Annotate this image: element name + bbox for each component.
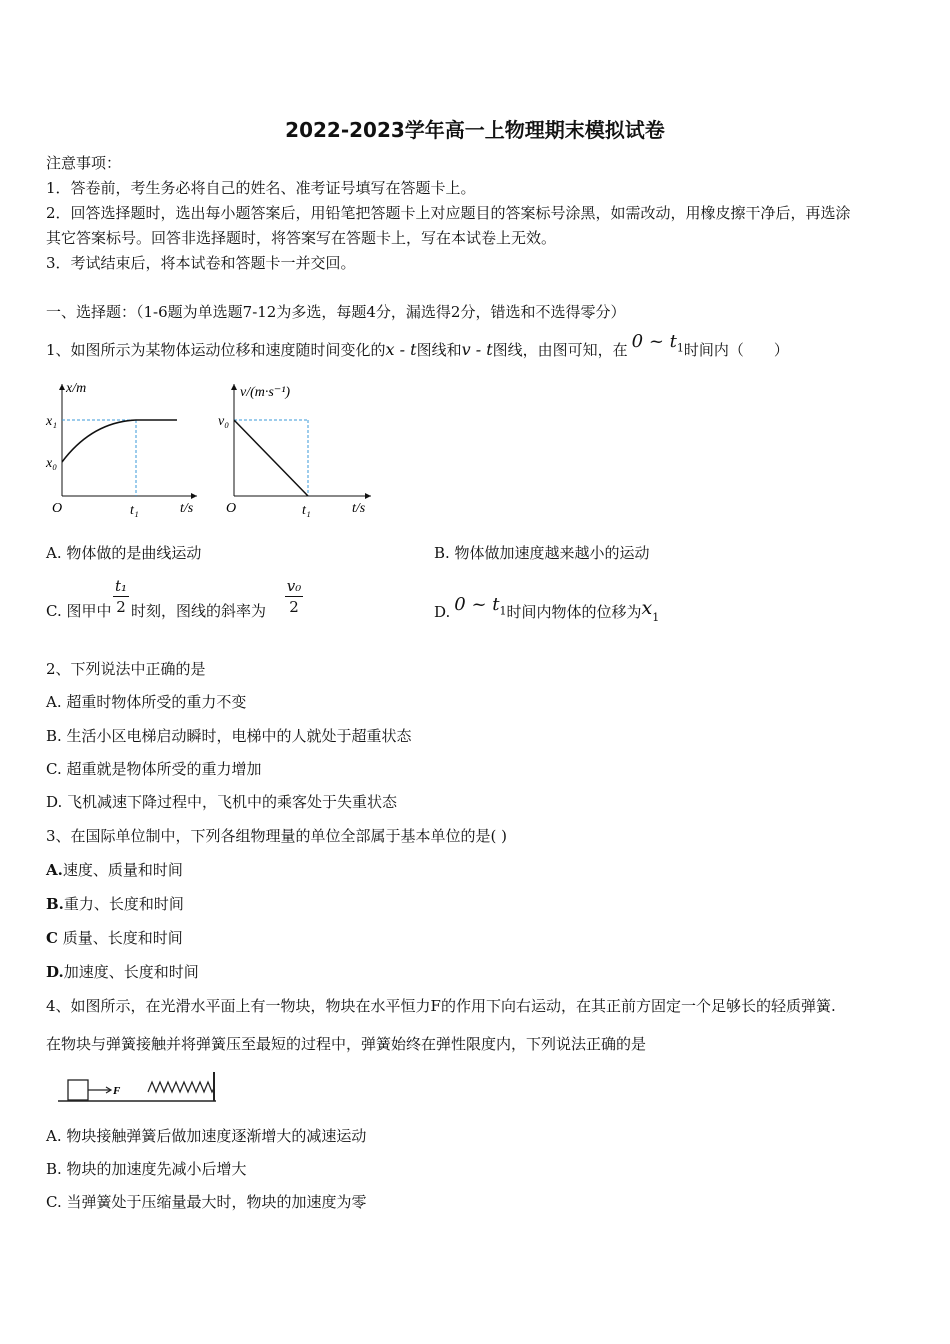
notice-item: 3．考试结束后，将本试卷和答题卡一并交回。 bbox=[46, 254, 356, 272]
v-t-line bbox=[234, 420, 308, 496]
x-axis-label: t/s bbox=[180, 501, 194, 516]
y-axis-label: v/(m·s⁻¹) bbox=[240, 385, 291, 400]
denominator: 2 bbox=[289, 598, 299, 616]
range-symbol: 0 ~ t bbox=[454, 594, 500, 615]
option-b: B. 生活小区电梯启动瞬时，电梯中的人就处于超重状态 bbox=[46, 727, 412, 745]
option-a: A. 物体做的是曲线运动 bbox=[46, 544, 202, 562]
option-d bbox=[46, 961, 199, 982]
origin-label: O bbox=[52, 501, 63, 516]
question-2-stem: 2、下列说法中正确的是 bbox=[46, 660, 206, 678]
x-subscript: 1 bbox=[652, 611, 660, 624]
option-text: 质量、长度和时间 bbox=[57, 929, 183, 947]
range-subscript: 1 bbox=[499, 604, 507, 618]
question-1-stem bbox=[46, 331, 789, 363]
force-label: F bbox=[113, 1085, 121, 1097]
t1-label: t₁ bbox=[302, 503, 311, 518]
option-c-prefix: C. 图甲中 bbox=[46, 602, 112, 620]
numerator: v₀ bbox=[286, 577, 302, 595]
x-t-curve bbox=[62, 420, 177, 462]
question-4-stem-line-1: 4、如图所示，在光滑水平面上有一物块，物块在水平恒力F的作用下向右运动，在其正前方固定一个足够长的轻质弹簧. bbox=[46, 997, 836, 1015]
option-b bbox=[46, 893, 184, 914]
spring bbox=[148, 1082, 214, 1092]
notice-item: 1．答卷前，考生务必将自己的姓名、准考证号填写在答题卡上。 bbox=[46, 179, 476, 197]
stem-text: 图线，由图可知，在 bbox=[492, 341, 628, 359]
stem-text: 时间内（ ） bbox=[683, 341, 789, 359]
xt-symbol: x - t bbox=[385, 340, 417, 359]
fraction-t1-over-2 bbox=[113, 577, 129, 616]
option-c: C. 超重就是物体所受的重力增加 bbox=[46, 760, 262, 778]
notice-item: 2．回答选择题时，选出每小题答案后，用铅笔把答题卡上对应题目的答案标号涂黑，如需改动，用橡皮擦干净后，再选涂 bbox=[46, 204, 851, 222]
x0-label: x₀ bbox=[46, 456, 58, 471]
option-letter: B. bbox=[46, 895, 64, 913]
y-axis-label: x/m bbox=[66, 381, 87, 396]
option-d-text: 时间内物体的位移为 bbox=[506, 603, 642, 621]
x-symbol: x bbox=[641, 597, 653, 619]
option-b: B. 物体做加速度越来越小的运动 bbox=[434, 544, 650, 562]
notice-heading: 注意事项： bbox=[46, 154, 122, 172]
option-d: D. 飞机减速下降过程中，飞机中的乘客处于失重状态 bbox=[46, 793, 398, 811]
page-title: 2022-2023学年高一上物理期末模拟试卷 bbox=[285, 118, 665, 142]
v0-label: v₀ bbox=[218, 414, 230, 429]
x1-label: x₁ bbox=[46, 414, 58, 429]
section-heading: 一、选择题：（1-6题为单选题7-12为多选，每题4分，漏选得2分，错选和不选得零分） bbox=[46, 303, 626, 321]
vt-symbol: v - t bbox=[461, 340, 493, 359]
option-c: C. 当弹簧处于压缩量最大时，物块的加速度为零 bbox=[46, 1193, 367, 1211]
range-subscript: 1 bbox=[676, 341, 684, 355]
numerator: t₁ bbox=[114, 577, 128, 595]
range-symbol: 0 ~ t bbox=[631, 331, 677, 352]
block-spring-figure bbox=[44, 1066, 220, 1110]
question-3-stem: 3、在国际单位制中，下列各组物理量的单位全部属于基本单位的是( ) bbox=[46, 827, 508, 845]
option-d-prefix: D. bbox=[434, 603, 451, 621]
fraction-v0-over-2 bbox=[285, 577, 303, 616]
option-d bbox=[434, 594, 660, 625]
x-axis-label: t/s bbox=[352, 501, 366, 516]
option-c bbox=[46, 927, 183, 948]
stem-text: 图线和 bbox=[416, 341, 462, 359]
x-t-graph bbox=[42, 378, 212, 523]
question-4-stem-line-2: 在物块与弹簧接触并将弹簧压至最短的过程中，弹簧始终在弹性限度内，下列说法正确的是 bbox=[46, 1035, 647, 1053]
origin-label: O bbox=[226, 501, 237, 516]
block bbox=[68, 1080, 88, 1100]
option-letter: C bbox=[46, 929, 58, 947]
option-c-mid: 时刻，图线的斜率为 bbox=[131, 602, 267, 620]
stem-text: 1、如图所示为某物体运动位移和速度随时间变化的 bbox=[46, 341, 386, 359]
option-text: 重力、长度和时间 bbox=[63, 895, 184, 913]
option-text: 加速度、长度和时间 bbox=[63, 963, 199, 981]
option-letter: D. bbox=[46, 963, 64, 981]
option-letter: A. bbox=[46, 861, 63, 879]
v-t-graph bbox=[216, 378, 386, 523]
option-a: A. 超重时物体所受的重力不变 bbox=[46, 693, 247, 711]
denominator: 2 bbox=[116, 598, 126, 616]
option-a: A. 物块接触弹簧后做加速度逐渐增大的减速运动 bbox=[46, 1127, 367, 1145]
notice-item: 其它答案标号。回答非选择题时，将答案写在答题卡上，写在本试卷上无效。 bbox=[46, 229, 557, 247]
t1-label: t₁ bbox=[130, 503, 139, 518]
option-b: B. 物块的加速度先减小后增大 bbox=[46, 1160, 247, 1178]
option-text: 速度、质量和时间 bbox=[62, 861, 183, 879]
option-a bbox=[46, 859, 183, 880]
